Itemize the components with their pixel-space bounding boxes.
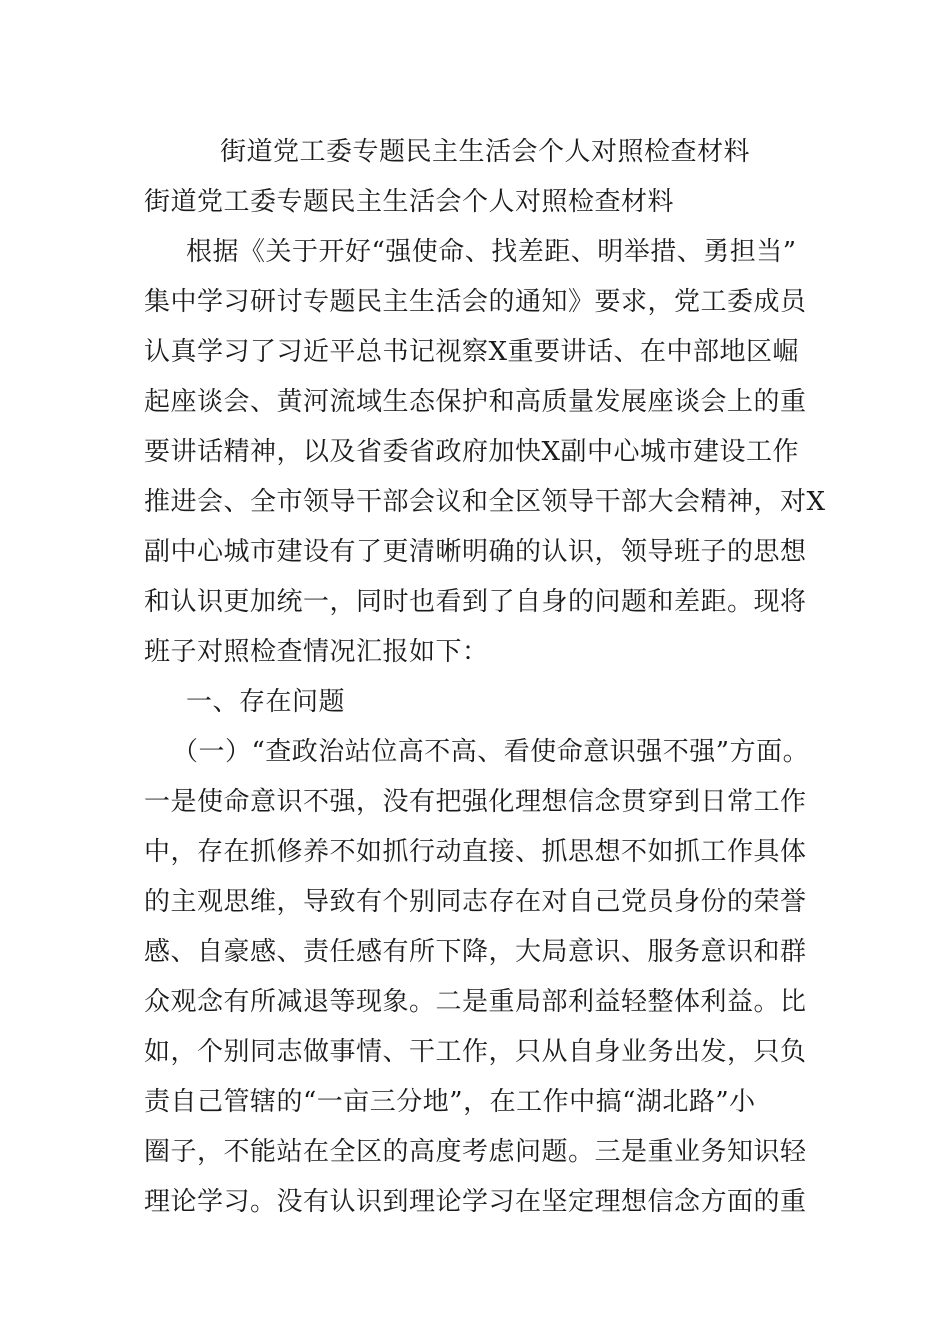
paragraph-line: 集中学习研讨专题民主生活会的通知》要求，党工委成员: [144, 287, 807, 317]
paragraph-line: 如，个别同志做事情、干工作，只从自身业务出发，只负: [144, 1037, 807, 1067]
paragraph-line: 班子对照检查情况汇报如下：: [144, 637, 489, 667]
paragraph-line: 理论学习。没有认识到理论学习在坚定理想信念方面的重: [144, 1187, 807, 1217]
document-title: 街道党工委专题民主生活会个人对照检查材料: [220, 137, 751, 167]
paragraph-line: 中，存在抓修养不如抓行动直接、抓思想不如抓工作具体: [144, 837, 807, 867]
paragraph-line: 要讲话精神，以及省委省政府加快X副中心城市建设工作: [144, 437, 800, 467]
paragraph-line: 责自己管辖的“一亩三分地”，在工作中搞“湖北路”小: [144, 1087, 756, 1117]
paragraph-line: 推进会、全市领导干部会议和全区领导干部大会精神，对X: [144, 487, 826, 517]
paragraph-line: 根据《关于开好“强使命、找差距、明举措、勇担当”: [186, 237, 797, 267]
paragraph-line: 认真学习了习近平总书记视察X重要讲话、在中部地区崛: [144, 337, 800, 367]
paragraph-line: 起座谈会、黄河流域生态保护和高质量发展座谈会上的重: [144, 387, 807, 417]
paragraph-line: 一是使命意识不强，没有把强化理想信念贯穿到日常工作: [144, 787, 807, 817]
paragraph-line: 众观念有所减退等现象。二是重局部利益轻整体利益。比: [144, 987, 807, 1017]
subsection-heading: （一）“查政治站位高不高、看使命意识强不强”方面。: [172, 737, 810, 767]
paragraph-line: 圈子，不能站在全区的高度考虑问题。三是重业务知识轻: [144, 1137, 807, 1167]
paragraph-line: 副中心城市建设有了更清晰明确的认识，领导班子的思想: [144, 537, 807, 567]
section-heading: 一、存在问题: [186, 687, 346, 717]
paragraph-line: 和认识更加统一，同时也看到了自身的问题和差距。现将: [144, 587, 807, 617]
paragraph-line: 的主观思维，导致有个别同志存在对自己党员身份的荣誉: [144, 887, 807, 917]
paragraph-line: 感、自豪感、责任感有所下降，大局意识、服务意识和群: [144, 937, 807, 967]
document-subtitle: 街道党工委专题民主生活会个人对照检查材料: [144, 187, 675, 217]
